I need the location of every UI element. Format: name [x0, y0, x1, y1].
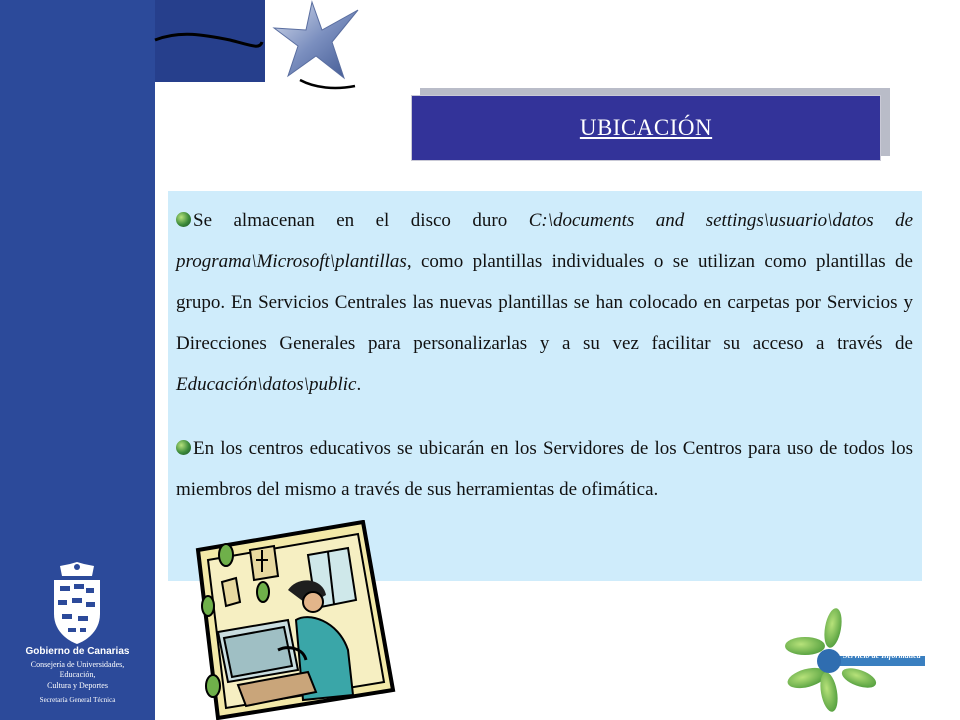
paragraph-location-centres: [176, 428, 913, 510]
government-dept-line2: Educación,: [59, 670, 96, 679]
para1-text-c: .: [356, 374, 362, 395]
bullet-sphere-icon: [176, 440, 191, 455]
informatica-logo-icon: [785, 608, 935, 713]
paragraph-location-services: [176, 200, 913, 405]
para1-path: C:\documents and settings\usuario\datos de programa\Microsoft\plantillas: [176, 210, 913, 272]
para1-text-b: , como plantillas individuales o se utilizan como plantillas de grupo. En Servicios Centrales las nuevas plantillas se han colocado en carpetas por Servicios y Direcciones Generales para personalizarlas y a su vez facilitar su acceso a través de: [176, 251, 913, 354]
government-name: Gobierno de Canarias: [25, 646, 130, 657]
para1-path2: Educación\datos\public: [176, 374, 357, 395]
title-box: [411, 95, 881, 161]
canarias-crest-icon: [48, 562, 106, 644]
slide-title: UBICACIÓN: [579, 115, 713, 140]
government-dept-line1: Consejería de Universidades,: [30, 660, 125, 669]
bullet-sphere-icon: [176, 212, 191, 227]
para1-text-a: Se almacenan en el disco duro: [193, 210, 529, 231]
government-dept-line3: Cultura y Deportes: [47, 681, 108, 690]
decorative-star: [270, 0, 370, 90]
office-worker-clipart: [188, 520, 398, 720]
informatica-logo-text: Servicio de Informática: [843, 651, 921, 660]
government-dept-line4: Secretaría General Técnica: [39, 696, 116, 704]
para2-text: En los centros educativos se ubicarán en los Servidores de los Centros para uso de todos los miembros del mismo a través de sus herramientas de ofimática.: [176, 438, 913, 500]
